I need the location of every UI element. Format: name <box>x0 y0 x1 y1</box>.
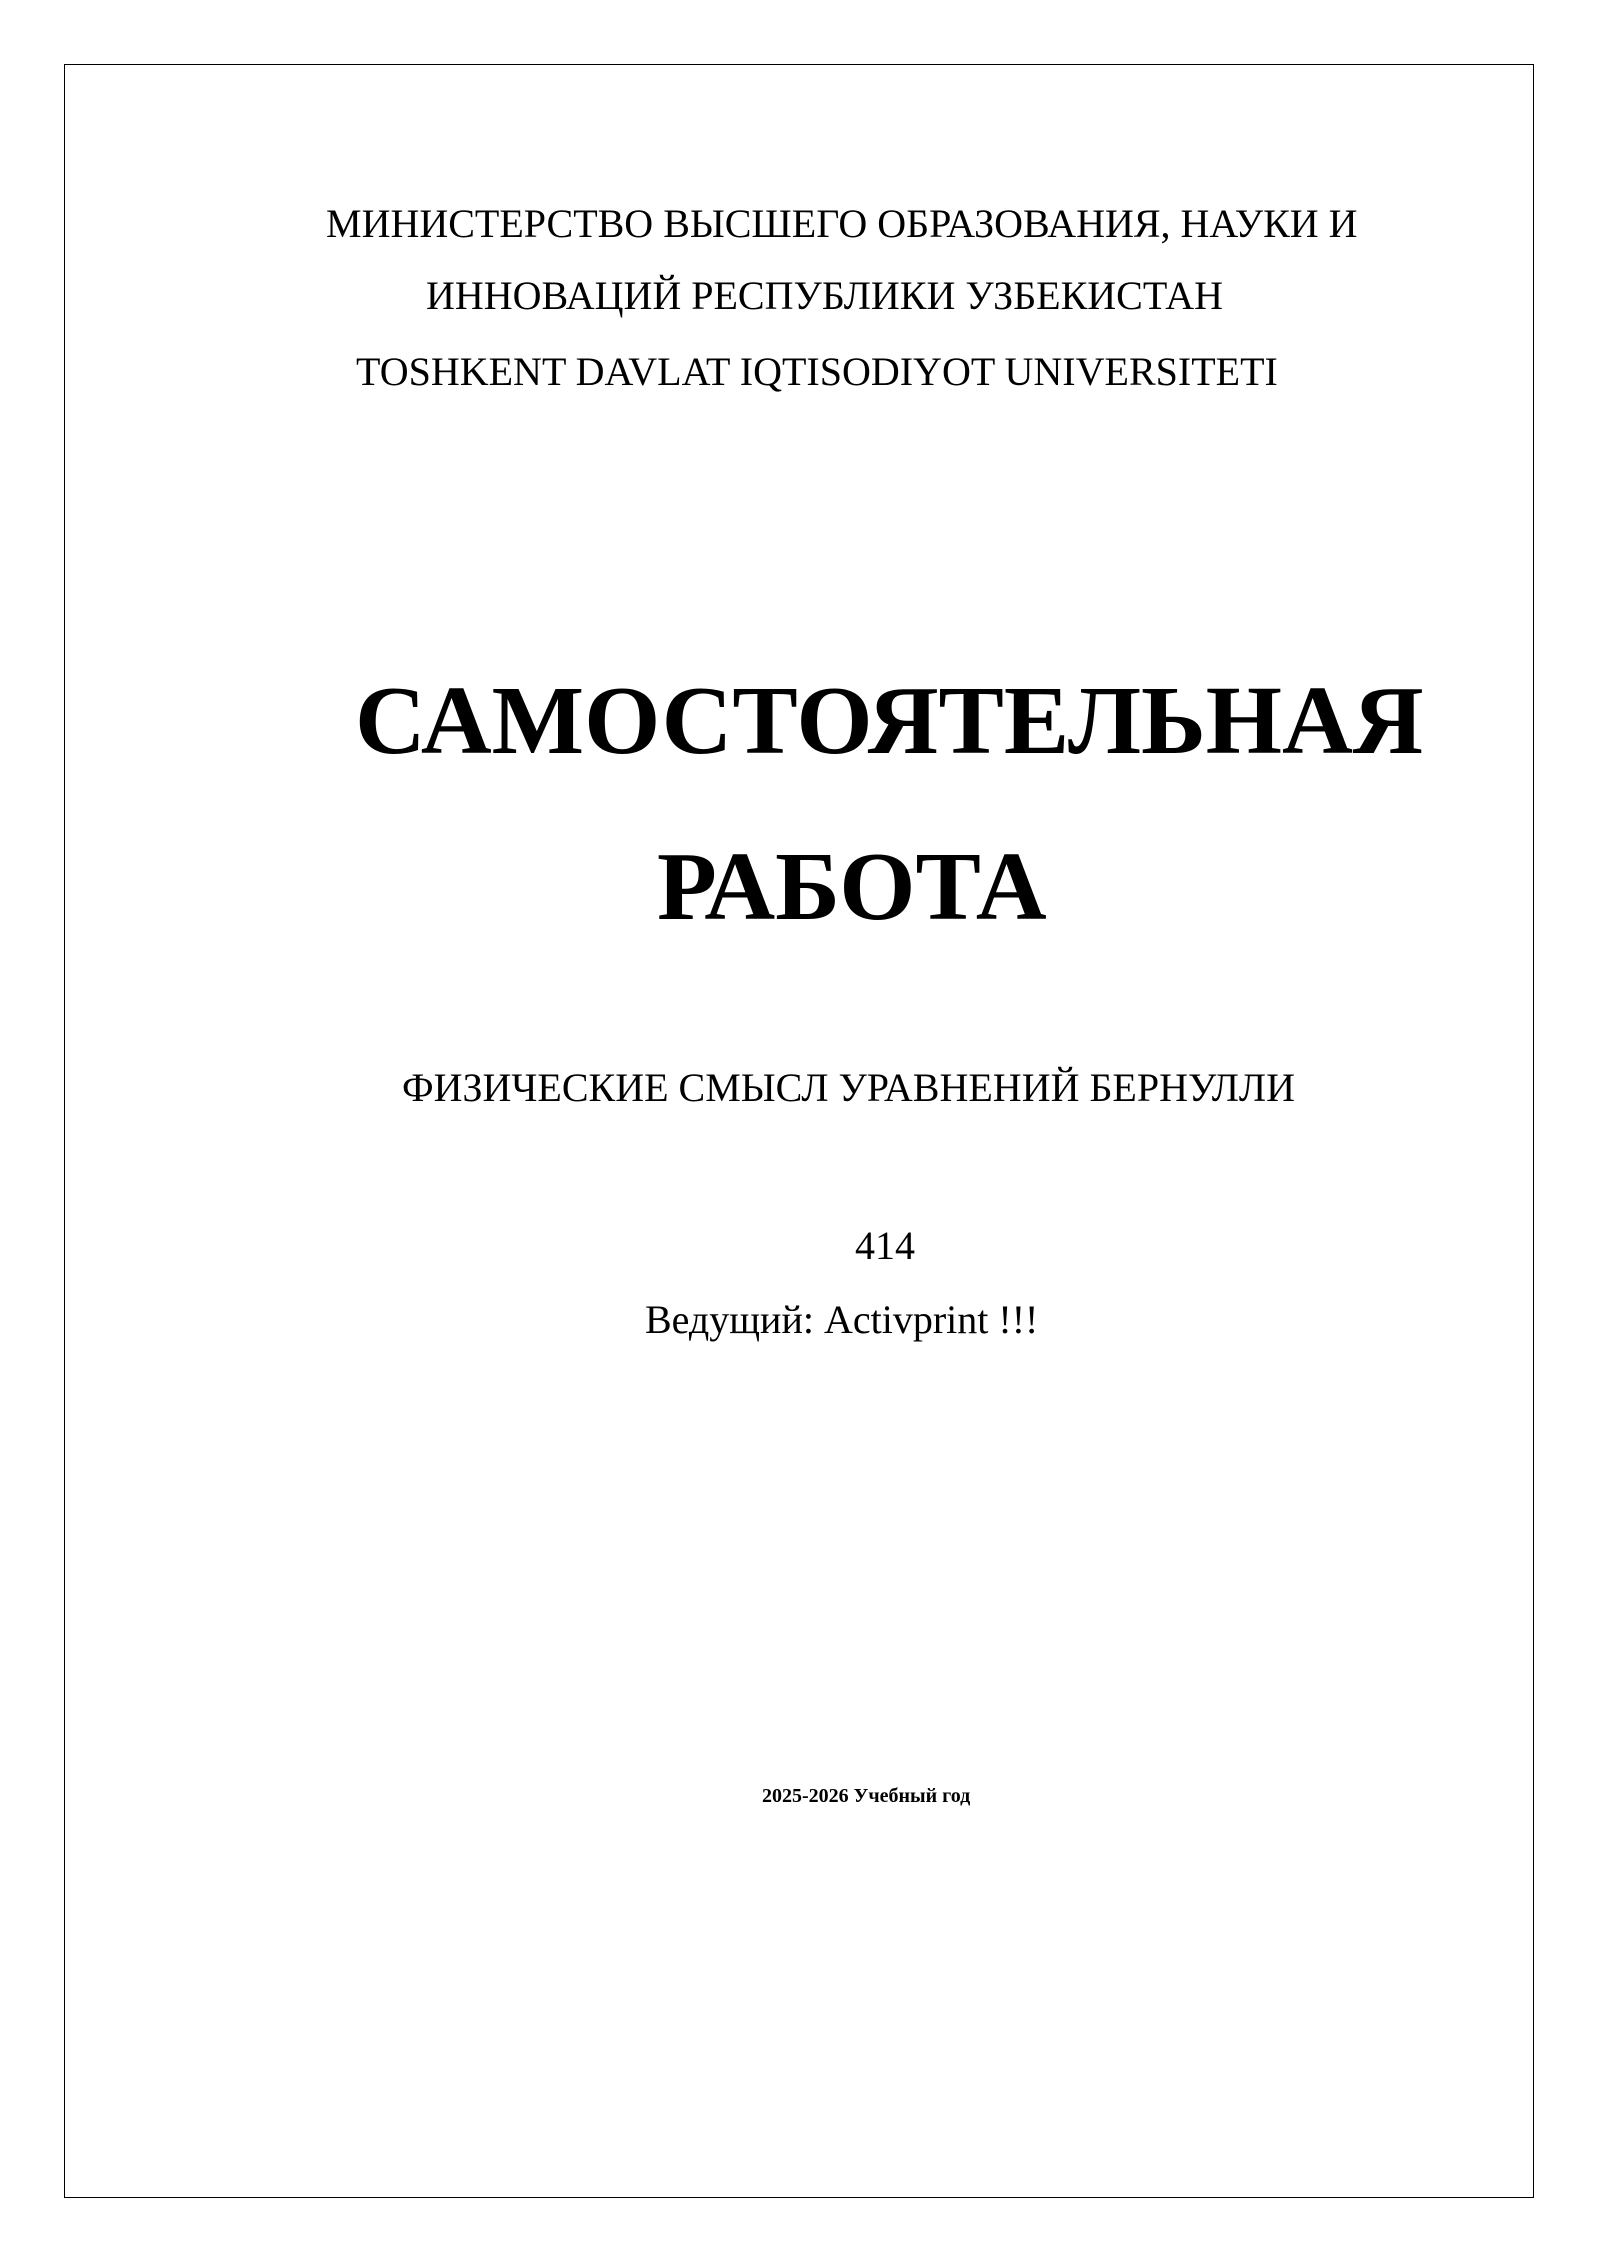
document-title-line-1: САМОСТОЯТЕЛЬНАЯ <box>355 667 1424 775</box>
ministry-line-1: МИНИСТЕРСТВО ВЫСШЕГО ОБРАЗОВАНИЯ, НАУКИ И <box>326 201 1358 246</box>
document-title-line-2: РАБОТА <box>657 833 1047 941</box>
leader-line: Ведущий: Activprint !!! <box>645 1297 1039 1342</box>
university-name: TOSHKENT DAVLAT IQTISODIYOT UNIVERSITETI <box>356 349 1278 394</box>
topic-subtitle: ФИЗИЧЕСКИЕ СМЫСЛ УРАВНЕНИЙ БЕРНУЛЛИ <box>402 1065 1295 1110</box>
ministry-line-2: ИННОВАЦИЙ РЕСПУБЛИКИ УЗБЕКИСТАН <box>426 273 1224 318</box>
group-number: 414 <box>855 1223 915 1268</box>
academic-year: 2025-2026 Учебный год <box>762 1785 971 1807</box>
